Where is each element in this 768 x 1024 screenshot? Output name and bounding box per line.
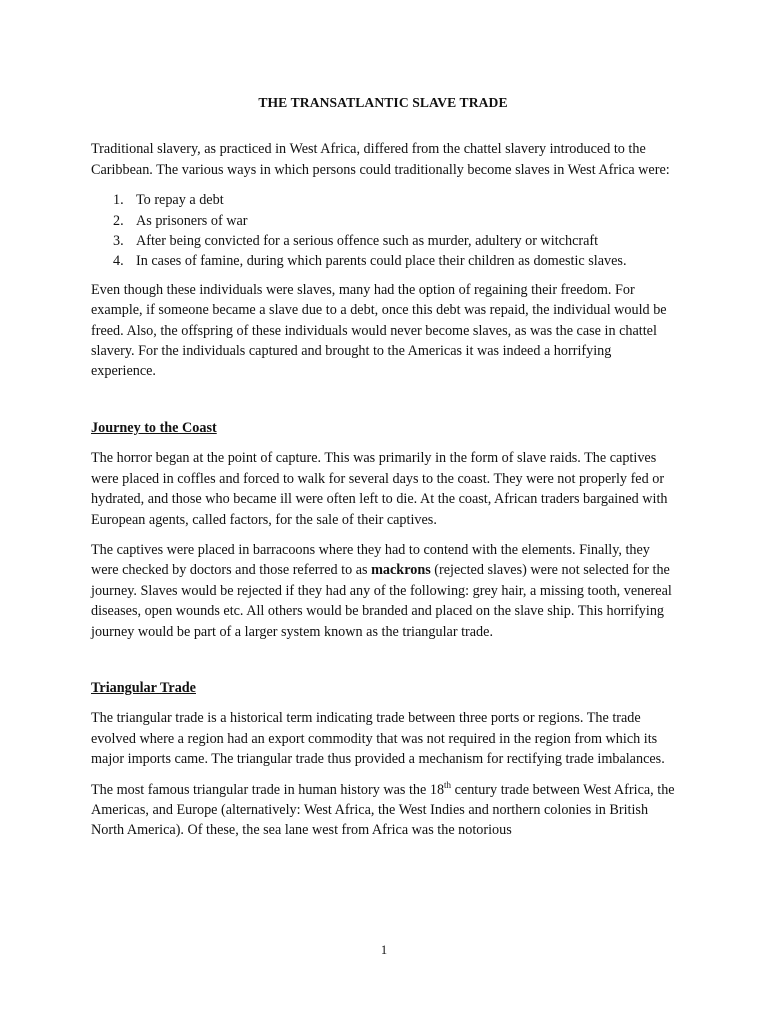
- list-item-number: 1.: [113, 192, 124, 209]
- section-heading-journey: Journey to the Coast: [91, 419, 217, 436]
- list-item: [91, 251, 675, 271]
- ordinal-superscript: th: [444, 779, 452, 790]
- journey-paragraph-2-start: The captives were placed in barracoons where they had to contend with the elements. Finally, they were checked by doctors and those referred to as: [91, 541, 650, 579]
- slavery-ways-list: [91, 190, 675, 272]
- intro-paragraph: Traditional slavery, as practiced in West Africa, differed from the chattel slavery introduced to the Caribbean. The various ways in which persons could traditionally become slaves in West Africa were:: [91, 141, 670, 178]
- list-item-number: 4.: [113, 253, 124, 270]
- mackrons-term: mackrons: [371, 562, 431, 579]
- list-item-text: As prisoners of war: [136, 212, 248, 229]
- list-item-text: After being convicted for a serious offence such as murder, adultery or witchcraft: [136, 233, 599, 250]
- document-body: [91, 93, 675, 851]
- list-item-number: 2.: [113, 212, 124, 229]
- list-item: [91, 211, 675, 231]
- journey-paragraph-2: [91, 540, 675, 642]
- triangular-paragraph-2-start: The most famous triangular trade in human history was the 18: [91, 781, 445, 798]
- freedom-paragraph: Even though these individuals were slaves, many had the option of regaining their freedom. For example, if someone became a slave due to a debt, once this debt was repaid, the individual would be freed. Also, the offspring of these individuals would never become slaves, as was the case in chattel slavery. For the individuals captured and brought to the Americas it was indeed a horrifying experience.: [91, 281, 667, 380]
- triangular-paragraph-2-end: century trade between West Africa, the Americas, and Europe (alternatively: West Africa, the West Indies and northern colonies in British North America). Of these, the sea lane west from Africa was the notorious: [91, 781, 675, 839]
- list-item: [91, 190, 675, 210]
- triangular-paragraph-1: The triangular trade is a historical term indicating trade between three ports or regions. The trade evolved where a region had an export commodity that was not required in the region from which its major imports came. The triangular trade thus provided a mechanism for rectifying trade imbalances.: [91, 710, 665, 768]
- document-title: THE TRANSATLANTIC SLAVE TRADE: [258, 95, 508, 110]
- list-item-text: In cases of famine, during which parents could place their children as domestic slaves.: [136, 253, 627, 270]
- list-item-number: 3.: [113, 233, 124, 250]
- triangular-paragraph-2: [91, 780, 675, 841]
- list-item-text: To repay a debt: [136, 192, 224, 209]
- section-heading-triangular-trade: Triangular Trade: [91, 679, 196, 696]
- journey-paragraph-2-end: (rejected slaves) were not selected for the journey. Slaves would be rejected if they had any of the following: grey hair, a missing tooth, venereal diseases, open wounds etc. All others would be branded and placed on the slave ship. This horrifying journey would be part of a larger system known as the triangular trade.: [91, 562, 672, 640]
- journey-paragraph-1: The horror began at the point of capture. This was primarily in the form of slave raids. The captives were placed in coffles and forced to walk for several days to the coast. They were not properly fed or hydrated, and those who became ill were often left to die. At the coast, African traders bargained with European agents, called factors, for the sale of their captives.: [91, 450, 668, 528]
- list-item: [91, 231, 675, 251]
- page-number: 1: [380, 943, 388, 957]
